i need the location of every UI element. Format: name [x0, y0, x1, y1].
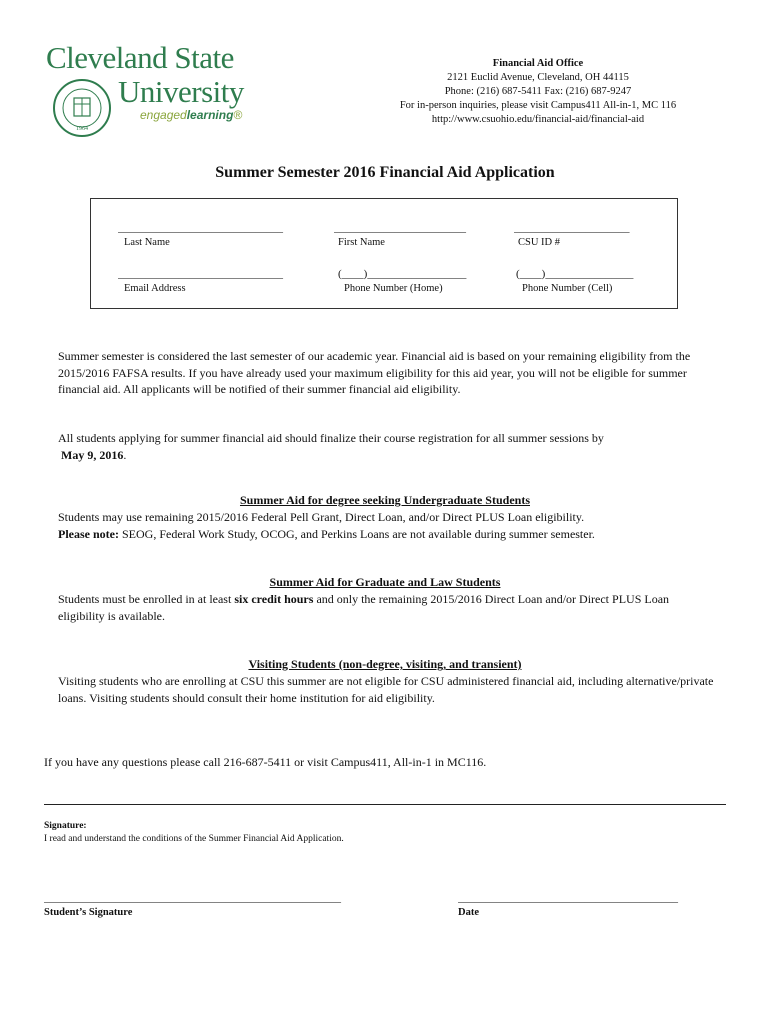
phone-home-field[interactable]: (____)__________________ [338, 268, 467, 280]
date-label: Date [458, 907, 479, 918]
seal-year: 1964 [76, 126, 88, 132]
signature-statement: I read and understand the conditions of the Summer Financial Aid Application. [44, 834, 344, 844]
last-name-field[interactable]: ______________________________ [118, 222, 283, 234]
graduate-text-a: Students must be enrolled in at least [58, 592, 235, 606]
intro-paragraph: Summer semester is considered the last semester of our academic year. Financial aid is based on your remaining eligibility from the 2015/2016 FAFSA results. If you have already used your maximum eligibility for this aid year, you will not be eligible for summer financial aid. All applicants will be notified of their summer financial aid eligibility. [58, 349, 691, 396]
student-signature-label: Student’s Signature [44, 907, 133, 918]
office-phone: Phone: (216) 687-5411 Fax: (216) 687-9247 [444, 86, 632, 97]
logo-title-line1: Cleveland State [46, 40, 234, 75]
first-name-field[interactable]: ________________________ [334, 222, 466, 234]
tagline-engaged: engaged [140, 108, 187, 122]
questions-contact: If you have any questions please call 216-687-5411 or visit Campus411, All-in-1 in MC116. [44, 755, 487, 769]
visiting-heading: Visiting Students (non-degree, visiting, and transient) [248, 657, 522, 671]
date-field[interactable]: ________________________________________ [458, 892, 678, 904]
office-name: Financial Aid Office [492, 58, 584, 69]
undergrad-line1: Students may use remaining 2015/2016 Federal Pell Grant, Direct Loan, and/or Direct PLUS Loan eligibility. [58, 510, 585, 524]
undergrad-heading: Summer Aid for degree seeking Undergraduate Students [239, 493, 530, 507]
first-name-label: First Name [338, 237, 385, 248]
office-inperson: For in-person inquiries, please visit Campus411 All-in-1, MC 116 [399, 100, 677, 111]
logo-tagline [140, 108, 242, 122]
university-seal-icon [52, 78, 112, 138]
deadline-end: . [123, 447, 127, 462]
logo-title-line2: University [118, 74, 244, 109]
phone-home-label: Phone Number (Home) [344, 283, 443, 294]
registration-deadline-paragraph [58, 430, 718, 463]
page-title: Summer Semester 2016 Financial Aid Application [215, 164, 555, 181]
graduate-text [58, 591, 718, 624]
student-signature-field[interactable]: ______________________________________________________ [44, 892, 341, 904]
csu-id-label: CSU ID # [518, 237, 561, 248]
deadline-text: All students applying for summer financial aid should finalize their course registration for all summer sessions by [58, 431, 604, 445]
undergrad-note-label: Please note: [58, 526, 119, 541]
visiting-text: Visiting students who are enrolling at CSU this summer are not eligible for CSU administered financial aid, including alternative/private loans. Visiting students should consult their home institution for aid eligibility. [58, 674, 714, 705]
deadline-date: May 9, 2016 [61, 447, 124, 462]
phone-cell-label: Phone Number (Cell) [522, 283, 613, 294]
contact-block [358, 57, 718, 127]
divider [44, 804, 726, 805]
graduate-text-b: and only the remaining 2015/2016 Direct Loan and/or Direct PLUS Loan eligibility is available. [58, 592, 670, 623]
last-name-label: Last Name [124, 237, 170, 248]
email-label: Email Address [124, 283, 186, 294]
undergrad-note-text: SEOG, Federal Work Study, OCOG, and Perkins Loans are not available during summer semester. [118, 526, 595, 541]
tagline-mark: ® [233, 108, 243, 122]
undergrad-text [58, 509, 718, 542]
graduate-credit-hours: six credit hours [234, 592, 314, 606]
office-address: 2121 Euclid Avenue, Cleveland, OH 44115 [447, 72, 629, 83]
signature-label: Signature: [44, 821, 87, 831]
email-field[interactable]: ______________________________ [118, 268, 283, 280]
graduate-heading: Summer Aid for Graduate and Law Students [269, 575, 501, 589]
office-url[interactable]: http://www.csuohio.edu/financial-aid/financial-aid [431, 114, 645, 125]
csu-id-field[interactable]: _____________________ [514, 222, 630, 234]
phone-cell-field[interactable]: (____)________________ [516, 268, 634, 280]
tagline-learning: learning [186, 108, 234, 122]
